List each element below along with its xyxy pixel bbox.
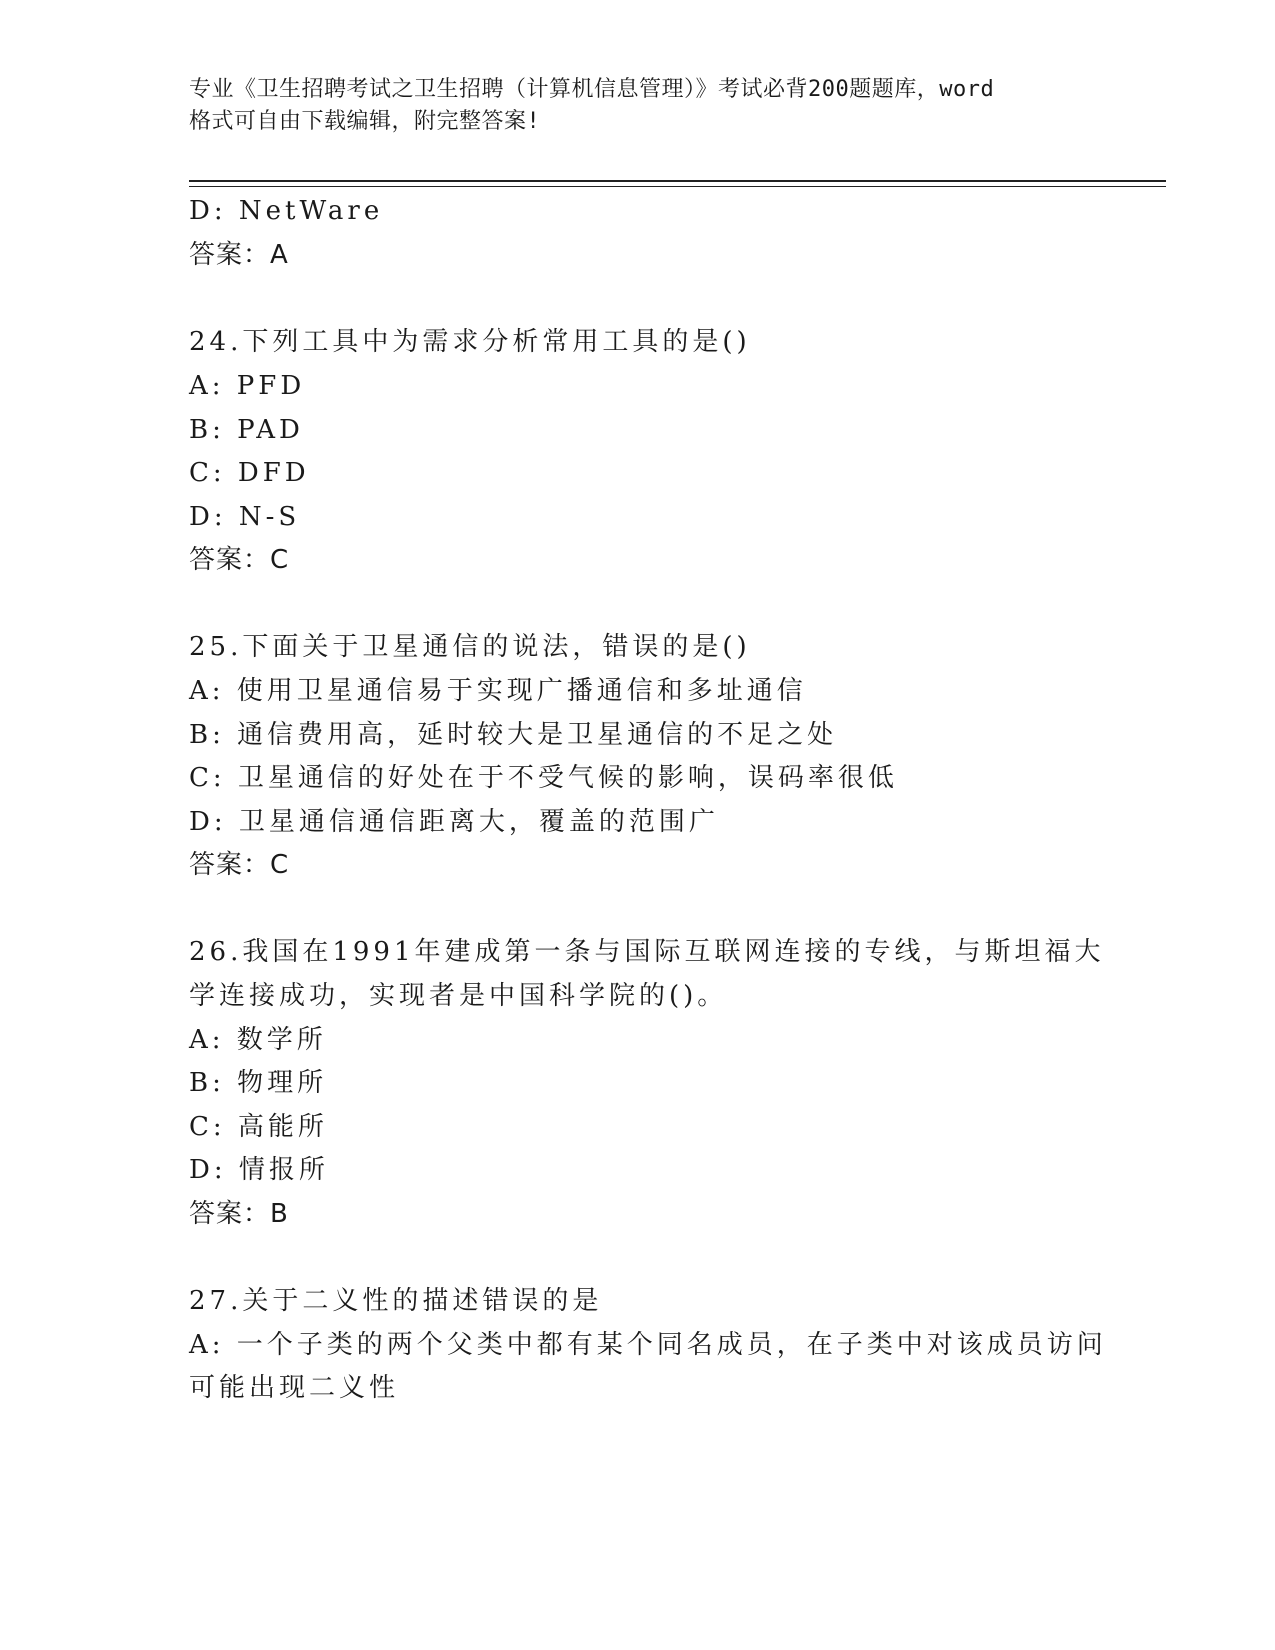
q27-question: 27.关于二义性的描述错误的是 (189, 1286, 603, 1316)
q24-option-b: B: PAD (189, 415, 304, 445)
document-header (189, 74, 1089, 138)
q26-option-d: D: 情报所 (189, 1155, 329, 1185)
q25-option-c: C: 卫星通信的好处在于不受气候的影响，误码率很低 (189, 763, 898, 793)
header-divider-thick (189, 180, 1166, 182)
q24-answer: 答案：C (189, 545, 290, 575)
q26-question-line-1: 26.我国在1991年建成第一条与国际互联网连接的专线，与斯坦福大 (189, 937, 1105, 967)
q24-option-c: C: DFD (189, 458, 310, 488)
q26-option-c: C: 高能所 (189, 1112, 328, 1142)
q26-answer: 答案：B (189, 1199, 289, 1229)
header-title-line-2: 格式可自由下载编辑，附完整答案! (189, 109, 541, 134)
prev-answer: 答案：A (189, 240, 289, 270)
q25-option-b: B: 通信费用高，延时较大是卫星通信的不足之处 (189, 720, 838, 750)
q26-option-a: A: 数学所 (189, 1025, 327, 1055)
q27-option-a-line-2: 可能出现二义性 (189, 1373, 400, 1403)
prev-option-d: D: NetWare (189, 196, 384, 226)
q27-option-a-line-1: A: 一个子类的两个父类中都有某个同名成员，在子类中对该成员访问 (189, 1330, 1107, 1360)
q25-question: 25.下面关于卫星通信的说法，错误的是() (189, 632, 751, 662)
q26-option-b: B: 物理所 (189, 1068, 328, 1098)
header-title-line-1: 专业《卫生招聘考试之卫生招聘（计算机信息管理）》考试必背200题题库，word (189, 77, 995, 102)
q25-answer: 答案：C (189, 850, 290, 880)
header-divider-thin (189, 186, 1166, 187)
q26-question-line-2: 学连接成功，实现者是中国科学院的()。 (189, 981, 728, 1011)
q25-option-a: A: 使用卫星通信易于实现广播通信和多址通信 (189, 676, 807, 706)
q24-question: 24.下列工具中为需求分析常用工具的是() (189, 327, 751, 357)
q24-option-d: D: N-S (189, 502, 301, 532)
q24-option-a: A: PFD (189, 371, 306, 401)
q25-option-d: D: 卫星通信通信距离大，覆盖的范围广 (189, 807, 719, 837)
